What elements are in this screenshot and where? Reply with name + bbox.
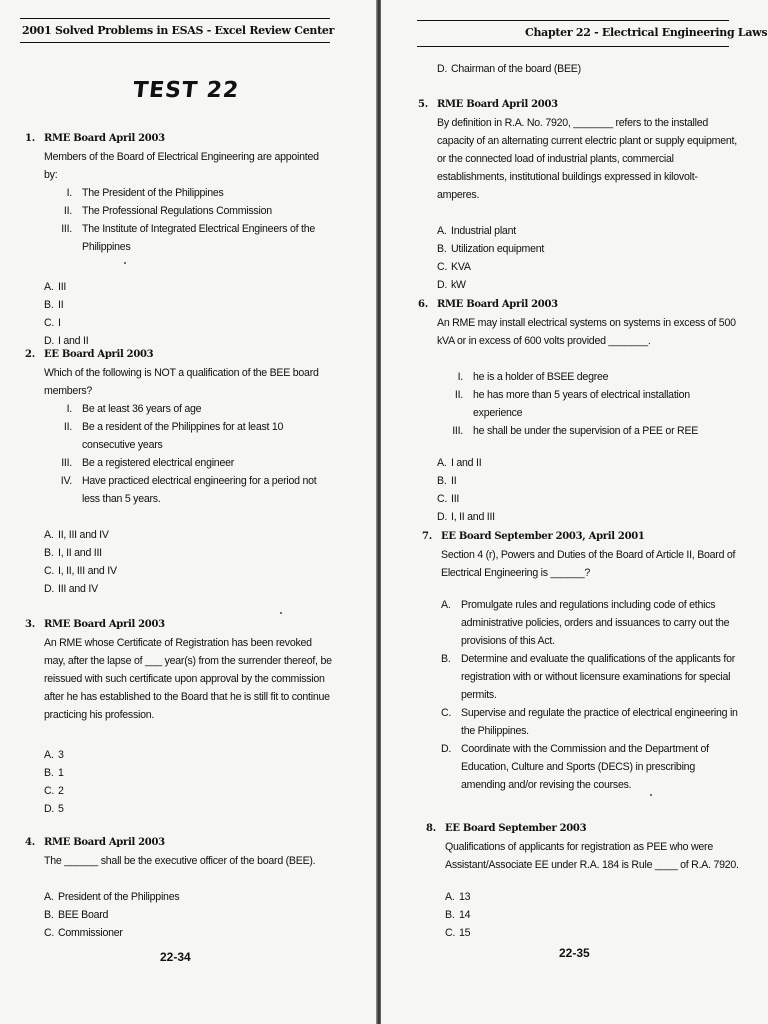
answer-options <box>437 222 737 294</box>
question-source: RME Board April 2003 <box>44 619 165 630</box>
test-title: TEST 22 <box>131 78 241 103</box>
answer-option: B. BEE Board <box>44 909 109 921</box>
answer-option: A. III <box>44 281 67 293</box>
question-8 <box>426 820 745 942</box>
question-5 <box>418 96 737 294</box>
left-running-header: 2001 Solved Problems in ESAS - Excel Review Center <box>22 24 335 37</box>
answer-option: D. I and II <box>44 335 89 347</box>
left-header-bottom-rule <box>20 42 330 43</box>
answer-option: B. 1 <box>44 767 64 779</box>
question-source: RME Board April 2003 <box>44 133 165 144</box>
answer-option: A. 3 <box>44 749 64 761</box>
answer-option: A. I and II <box>437 457 482 469</box>
answer-option: B. Determine and evaluate the qualifications of the applicants for registration with or without licensure examinations for special permits. <box>441 653 735 701</box>
answer-option: C. I <box>44 317 61 329</box>
answer-option: B. II <box>437 475 457 487</box>
answer-options <box>437 60 747 78</box>
question-source: EE Board September 2003 <box>445 823 587 834</box>
answer-option: C. I, II, III and IV <box>44 565 117 577</box>
numbered-item: III. he shall be under the supervision of a PEE or REE <box>452 425 699 437</box>
answer-options <box>445 888 745 942</box>
answer-options <box>441 596 739 794</box>
answer-option: C. KVA <box>437 261 471 273</box>
speck <box>650 794 652 796</box>
numbered-items <box>443 368 737 440</box>
question-text: The ______ shall be the executive officer of the board (BEE). <box>44 855 316 867</box>
question-text: An RME may install electrical systems on systems in excess of 500 kVA or in excess of 600 volts provided _______. <box>437 317 736 347</box>
question-number: 5. <box>418 99 428 110</box>
answer-option: B. I, II and III <box>44 547 102 559</box>
question-number: 2. <box>25 349 35 360</box>
numbered-items <box>52 184 334 256</box>
answer-options <box>44 888 334 942</box>
numbered-items <box>52 400 334 508</box>
answer-option: B. Utilization equipment <box>437 243 545 255</box>
question-3 <box>25 616 334 818</box>
question-text: Qualifications of applicants for registration as PEE who were Assistant/Associate EE under R.A. 184 is Rule ____ of R.A. 7920. <box>445 841 739 871</box>
answer-option: A. II, III and IV <box>44 529 109 541</box>
question-number: 8. <box>426 823 436 834</box>
question-2 <box>25 346 334 598</box>
question-4 <box>25 834 334 942</box>
answer-option: A. 13 <box>445 891 471 903</box>
answer-option: C. 2 <box>44 785 64 797</box>
numbered-item: II. Be a resident of the Philippines for at least 10 consecutive years <box>63 421 284 451</box>
right-header-top-rule <box>417 20 729 21</box>
numbered-item: I. Be at least 36 years of age <box>66 403 202 415</box>
answer-option: D. Chairman of the board (BEE) <box>437 63 581 75</box>
question-source: EE Board April 2003 <box>44 349 154 360</box>
right-header-bottom-rule <box>417 46 729 47</box>
question-number: 7. <box>422 531 432 542</box>
answer-option: A. President of the Philippines <box>44 891 180 903</box>
answer-option: B. 14 <box>445 909 471 921</box>
answer-option: A. Industrial plant <box>437 225 516 237</box>
answer-options <box>44 746 334 818</box>
numbered-item: IV. Have practiced electrical engineering for a period not less than 5 years. <box>60 475 317 505</box>
numbered-item: III. The Institute of Integrated Electrical Engineers of the Philippines <box>61 223 315 253</box>
question-source: EE Board September 2003, April 2001 <box>441 531 645 542</box>
question-7 <box>422 528 739 794</box>
answer-options <box>44 278 334 350</box>
answer-option: C. Supervise and regulate the practice of electrical engineering in the Philippines. <box>441 707 738 737</box>
left-page <box>0 0 378 1024</box>
answer-option: D. Coordinate with the Commission and the Department of Education, Culture and Sports (DECS) in prescribing amending and/or revising the courses. <box>441 743 709 791</box>
page-number: 22-34 <box>160 950 191 964</box>
question-text: Which of the following is NOT a qualification of the BEE board members? <box>44 367 319 397</box>
question-number: 3. <box>25 619 35 630</box>
numbered-item: I. he is a holder of BSEE degree <box>457 371 609 383</box>
question-text: Section 4 (r), Powers and Duties of the Board of Article II, Board of Electrical Engineering is ______? <box>441 549 736 579</box>
numbered-item: II. he has more than 5 years of electrical installation experience <box>454 389 690 419</box>
question-number: 4. <box>25 837 35 848</box>
answer-option: C. 15 <box>445 927 471 939</box>
question-source: RME Board April 2003 <box>437 99 558 110</box>
question-number: 1. <box>25 133 35 144</box>
answer-options <box>437 454 737 526</box>
numbered-item: II. The Professional Regulations Commission <box>63 205 272 217</box>
answer-option: D. 5 <box>44 803 64 815</box>
answer-option: D. kW <box>437 279 466 291</box>
question-text: By definition in R.A. No. 7920, _______ refers to the installed capacity of an alternating current electric plant or supply equipment, or the connected load of industrial plants, commercial establishments, institutional buildings expressed in kilovolt-amperes. <box>437 117 737 201</box>
left-header-top-rule <box>20 18 330 19</box>
answer-option: A. Promulgate rules and regulations including code of ethics administrative policies, orders and issuances to carry out the provisions of this Act. <box>441 599 730 647</box>
answer-option: C. III <box>437 493 460 505</box>
continued-option <box>437 60 747 78</box>
answer-option: C. Commissioner <box>44 927 123 939</box>
question-text: An RME whose Certificate of Registration has been revoked may, after the lapse of ___ year(s) from the surrender thereof, be reissued with such certificate upon approval by the commission after he has established to the Board that he is still fit to continue practicing his profession. <box>44 637 332 721</box>
question-source: RME Board April 2003 <box>44 837 165 848</box>
question-number: 6. <box>418 299 428 310</box>
question-6 <box>418 296 737 526</box>
right-page <box>381 0 768 1024</box>
answer-option: B. II <box>44 299 64 311</box>
page-number: 22-35 <box>559 946 590 960</box>
question-source: RME Board April 2003 <box>437 299 558 310</box>
numbered-item: I. The President of the Philippines <box>66 187 224 199</box>
speck <box>124 262 126 264</box>
answer-option: D. I, II and III <box>437 511 495 523</box>
answer-option: D. III and IV <box>44 583 98 595</box>
question-1 <box>25 130 334 350</box>
speck <box>280 612 282 614</box>
right-running-header: Chapter 22 - Electrical Engineering Laws <box>525 26 768 39</box>
answer-options <box>44 526 334 598</box>
numbered-item: III. Be a registered electrical engineer <box>61 457 235 469</box>
question-text: Members of the Board of Electrical Engineering are appointed by: <box>44 151 319 181</box>
